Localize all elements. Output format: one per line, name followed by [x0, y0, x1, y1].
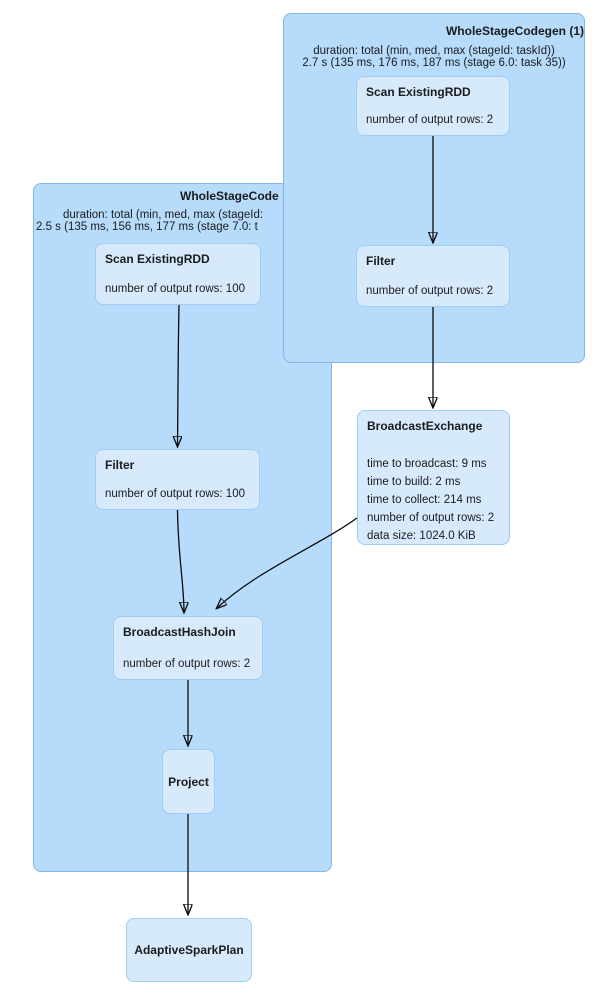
- node-metric: time to collect: 214 ms: [367, 494, 482, 506]
- node-filter-1[interactable]: [356, 245, 510, 307]
- node-title: Project: [168, 774, 209, 789]
- node-scan-existingrdd-1[interactable]: [356, 76, 510, 136]
- cluster-wsc2-title: WholeStageCode: [180, 189, 279, 203]
- node-title: AdaptiveSparkPlan: [134, 943, 244, 957]
- cluster-wsc1-title: WholeStageCodegen (1): [445, 24, 584, 38]
- node-metric: time to broadcast: 9 ms: [367, 458, 487, 470]
- node-scan-existingrdd-2[interactable]: [95, 243, 261, 305]
- node-title: Scan ExistingRDD: [105, 252, 210, 266]
- node-metric: number of output rows: 100: [105, 488, 245, 500]
- node-metric: number of output rows: 2: [366, 114, 494, 126]
- node-broadcasthashjoin[interactable]: [113, 616, 263, 680]
- node-title: Scan ExistingRDD: [366, 85, 471, 99]
- node-metric: number of output rows: 100: [105, 283, 245, 295]
- node-title: Filter: [366, 254, 396, 268]
- node-metric: number of output rows: 2: [366, 285, 494, 297]
- node-filter-2[interactable]: [95, 449, 260, 510]
- cluster-wsc2-duration-line2: 2.5 s (135 ms, 156 ms, 177 ms (stage 7.0: t: [36, 221, 258, 233]
- node-broadcastexchange[interactable]: [357, 410, 510, 545]
- node-metric: number of output rows: 2: [123, 658, 251, 670]
- cluster-wsc1-duration-line1: duration: total (min, med, max (stageId: taskId)): [313, 45, 555, 57]
- node-title: Filter: [105, 458, 135, 472]
- node-metric: number of output rows: 2: [367, 512, 495, 524]
- node-project[interactable]: [162, 749, 215, 814]
- node-metric: data size: 1024.0 KiB: [367, 530, 476, 542]
- node-title: BroadcastHashJoin: [123, 625, 236, 639]
- node-metric: time to build: 2 ms: [367, 476, 461, 488]
- node-adaptivesparkplan[interactable]: [126, 918, 252, 982]
- cluster-wsc2-duration-line1: duration: total (min, med, max (stageId:: [63, 209, 264, 221]
- node-title: BroadcastExchange: [367, 419, 483, 433]
- cluster-wsc1-duration-line2: 2.7 s (135 ms, 176 ms, 187 ms (stage 6.0: task 35)): [302, 57, 566, 69]
